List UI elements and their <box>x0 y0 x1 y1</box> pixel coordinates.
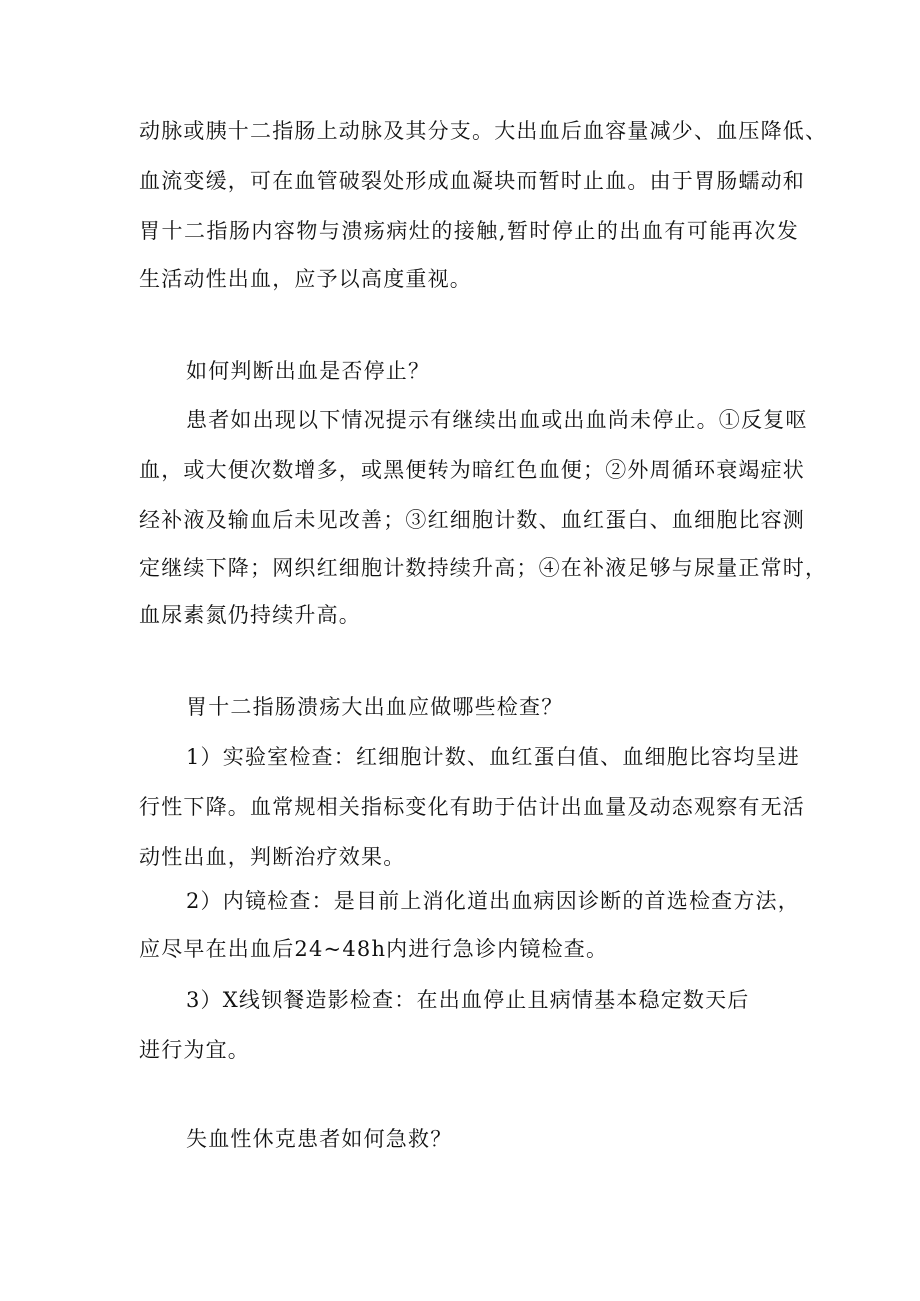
paragraph-2-line-4: 定继续下降；网织红细胞计数持续升高；④在补液足够与尿量正常时， <box>139 556 828 580</box>
exam-item-2-line-2: 应尽早在出血后24~48h内进行急诊内镜检查。 <box>139 937 609 961</box>
paragraph-2-line-5: 血尿素氮仍持续升高。 <box>139 603 361 627</box>
exam-item-1-line-1: 1）实验室检查：红细胞计数、血红蛋白值、血细胞比容均呈进 <box>186 745 800 769</box>
paragraph-1-line-2: 血流变缓，可在血管破裂处形成血凝块而暂时止血。由于胃肠蠕动和 <box>139 169 805 193</box>
section-heading-examinations: 胃十二指肠溃疡大出血应做哪些检查？ <box>186 695 564 719</box>
paragraph-1-line-1: 动脉或胰十二指肠上动脉及其分支。大出血后血容量减少、血压降低、 <box>139 119 828 143</box>
exam-item-3-line-1: 3）X线钡餐造影检查：在出血停止且病情基本稳定数天后 <box>186 988 750 1012</box>
exam-item-1-line-3: 动性出血，判断治疗效果。 <box>139 845 406 869</box>
paragraph-2-line-1: 患者如出现以下情况提示有继续出血或出血尚未停止。①反复呕 <box>186 408 808 432</box>
exam-item-2-line-1: 2）内镜检查：是目前上消化道出血病因诊断的首选检查方法， <box>186 889 800 913</box>
exam-item-3-line-2: 进行为宜。 <box>139 1038 250 1062</box>
paragraph-1-line-3: 胃十二指肠内容物与溃疡病灶的接触,暂时停止的出血有可能再次发 <box>139 219 799 243</box>
section-heading-bleeding-stopped: 如何判断出血是否停止？ <box>186 359 431 383</box>
paragraph-2-line-2: 血，或大便次数增多，或黑便转为暗红色血便；②外周循环衰竭症状 <box>139 458 805 482</box>
section-heading-shock-first-aid: 失血性休克患者如何急救？ <box>186 1127 453 1151</box>
exam-item-1-line-2: 行性下降。血常规相关指标变化有助于估计出血量及动态观察有无活 <box>139 795 805 819</box>
paragraph-2-line-3: 经补液及输血后未见改善；③红细胞计数、血红蛋白、血细胞比容测 <box>139 508 805 532</box>
paragraph-1-line-4: 生活动性出血，应予以高度重视。 <box>139 267 472 291</box>
